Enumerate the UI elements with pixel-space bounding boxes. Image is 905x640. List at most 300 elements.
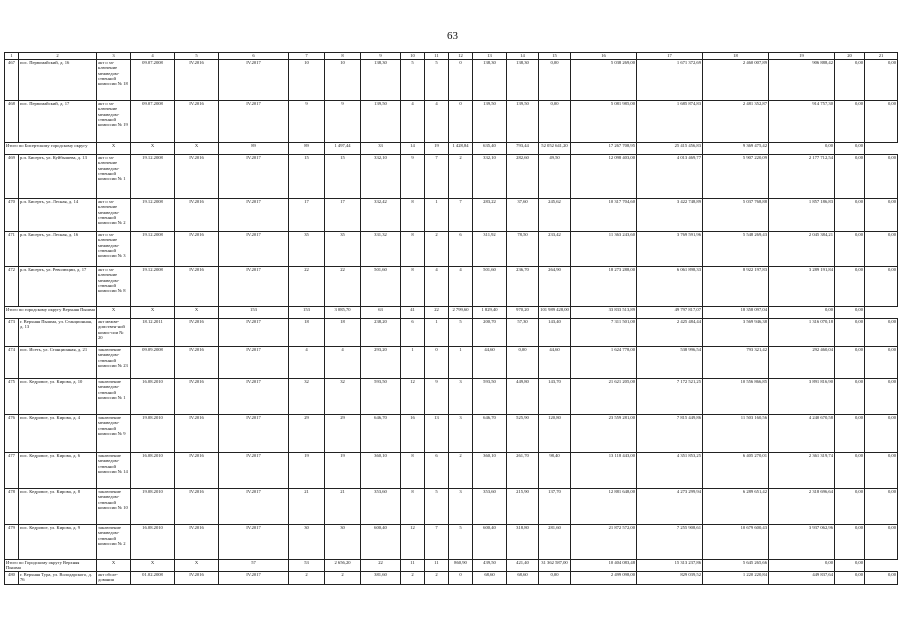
table-cell: 3 085,70 [325,307,361,319]
table-row [5,267,898,307]
table-cell: 5 645 265,66 [703,560,769,572]
table-cell: 7 [449,199,473,232]
table-cell: г. Верхняя Пышма, ул. Станционная, д. 13 [19,319,97,347]
table-cell: 5 [449,319,473,347]
table-cell: 139,50 [473,101,507,143]
table-cell: 2 [425,232,449,267]
subtotal-label: Итого по городскому округу Верхняя Пышма [5,307,97,319]
table-cell: 7 255 908,61 [637,525,703,560]
table-cell: 19.08.2010 [131,489,175,525]
table-cell: 829 039,52 [637,572,703,585]
table-cell: IV.2017 [219,525,289,560]
table-row [5,101,898,143]
table-cell: акт о за-ключение межведом-ственной комиссии № 1 [97,155,131,199]
table-cell: 261,70 [507,453,539,489]
table-cell: 18 [325,319,361,347]
table-cell: 11 [425,560,449,572]
table-row [5,232,898,267]
table-cell: 1 220 220,84 [703,572,769,585]
table-cell: IV.2017 [219,232,289,267]
column-number-header: 10 [401,53,425,60]
table-cell: 11 503 160,56 [703,415,769,453]
table-cell: 0,00 [539,60,571,101]
table-cell: 0,00 [835,101,865,143]
table-cell: 793 321,42 [703,347,769,379]
table-cell: 0,00 [835,379,865,415]
table-cell: 17 [289,199,325,232]
table-row [5,199,898,232]
table-cell: акт обсле-дования [97,572,131,585]
table-cell: 2 481 352,87 [703,101,769,143]
table-cell: 15 [325,155,361,199]
table-cell: 2 045 384,21 [769,232,835,267]
subtotal-label: Итого по Городскому округу Верхняя Пышма [5,560,97,572]
table-cell: 1 624 778,00 [571,347,637,379]
table-cell: 0 [449,60,473,101]
subtotal-row [5,143,898,155]
table-cell: 501,60 [361,267,401,307]
table-cell: 9 [425,379,449,415]
table-cell: 5 [425,60,449,101]
table-cell: 1 316 070,18 [769,319,835,347]
table-cell: 22 [425,307,449,319]
table-cell: 0,00 [835,525,865,560]
table-cell: 0,00 [865,199,898,232]
table-cell: 89 [219,143,289,155]
table-cell: 16.08.2010 [131,453,175,489]
table-cell: 906 888,42 [769,60,835,101]
table-cell: г. Верхняя Тура, ул. Володарского, д. 76 [19,572,97,585]
table-cell: 1 [425,199,449,232]
table-cell: 44,60 [473,347,507,379]
table-cell: IV.2016 [175,267,219,307]
table-cell: 16 [401,415,425,453]
table-cell: 0,00 [835,60,865,101]
table-cell: акт о за-ключение межведом-ственной комиссии № 2 [97,199,131,232]
table-cell: 17 267 708,95 [571,143,637,155]
table-cell: 44,60 [539,347,571,379]
table-cell: IV.2016 [175,347,219,379]
table-cell: 0,00 [865,453,898,489]
table-cell: 477 [5,453,19,489]
table-cell: 4 [325,347,361,379]
table-cell: 01.02.2008 [131,572,175,585]
table-cell: 2 [425,572,449,585]
table-cell: пос. Исеть, ул. Станционная, д. 21 [19,347,97,379]
table-cell: 2 [449,453,473,489]
table-cell: 8 922 197,83 [703,267,769,307]
table-cell: 13 118 443,00 [571,453,637,489]
table-cell: 3 422 748,89 [637,199,703,232]
table-cell: 2 177 712,54 [769,155,835,199]
table-cell: 09.07.2008 [131,101,175,143]
table-cell: 1 [425,319,449,347]
table-cell: 2 799,60 [449,307,473,319]
table-cell: р.п. Бисерть, ул. Куйбышева, д. 13 [19,155,97,199]
table-cell: 3 937 062,96 [769,525,835,560]
table-cell: 32 [289,379,325,415]
table-cell: 30 [289,525,325,560]
subtotal-label: Итого по Бисертскому городскому округу [5,143,97,155]
table-cell: X [175,560,219,572]
table-cell: пос. Кедровое, ул. Кирова, д. 8 [19,489,97,525]
table-cell: IV.2016 [175,60,219,101]
table-cell: заключение межведом-ственной комиссии № 23 [97,347,131,379]
table-cell: 10 [325,60,361,101]
table-cell: 264,90 [539,267,571,307]
table-cell: 29 [289,415,325,453]
table-cell: 1 [449,347,473,379]
table-cell: 89 [289,143,325,155]
table-cell: 1 685 874,83 [637,101,703,143]
table-cell: IV.2016 [175,572,219,585]
table-cell: 0,00 [865,525,898,560]
table-cell: 4 013 469,77 [637,155,703,199]
table-cell: 6 289 651,42 [703,489,769,525]
table-cell: X [131,143,175,155]
table-cell: 449,80 [507,379,539,415]
table-cell: 12 098 403,00 [571,155,637,199]
table-cell: 5 081 985,00 [571,101,637,143]
table-cell: 0,00 [835,155,865,199]
table-cell: 9 [401,155,425,199]
table-row [5,60,898,101]
table-cell: 139,50 [507,101,539,143]
table-cell: 4 [289,347,325,379]
table-cell: IV.2017 [219,60,289,101]
column-number-header: 17 [637,53,703,60]
table-cell: 2 361 319,74 [769,453,835,489]
column-number-header: 12 [449,53,473,60]
table-cell: 1 [401,347,425,379]
table-cell: 215,90 [507,489,539,525]
table-cell: 331,32 [361,232,401,267]
table-cell: 293,20 [361,347,401,379]
column-number-header: 20 [835,53,865,60]
table-cell: 5 [425,489,449,525]
table-cell: 19.08.2010 [131,415,175,453]
table-cell: 473 [5,319,19,347]
table-cell: IV.2016 [175,155,219,199]
table-cell: 37,60 [507,199,539,232]
table-cell: 7 815 449,86 [637,415,703,453]
table-cell: IV.2017 [219,415,289,453]
table-row [5,379,898,415]
table-cell: 2 [325,572,361,585]
table-cell: 449 837,64 [769,572,835,585]
table-cell: 63 [361,307,401,319]
table-cell: 332,42 [361,199,401,232]
table-cell: пос. Кедровое, ул. Кирова, д. 4 [19,415,97,453]
table-cell: 11 363 243,60 [571,232,637,267]
table-cell: IV.2017 [219,101,289,143]
table-cell: 138,30 [361,60,401,101]
table-cell: 2 656,20 [325,560,361,572]
table-cell: 600,40 [473,525,507,560]
table-cell: 5 [401,60,425,101]
table-cell: 0,00 [865,60,898,101]
table-cell: 35 [289,232,325,267]
table-row [5,347,898,379]
table-cell: 30 [325,525,361,560]
table-cell: 4 240 670,58 [769,415,835,453]
table-cell: заключение межведом-ственной комиссии № 10 [97,489,131,525]
table-cell: IV.2016 [175,489,219,525]
table-cell: 52 052 641,20 [539,143,571,155]
table-cell: акт межве-домствен-ной комис-сии № 20 [97,319,131,347]
table-cell: 1 671 372,69 [637,60,703,101]
table-cell: 332,10 [473,155,507,199]
table-cell: 0,00 [865,489,898,525]
table-cell: IV.2017 [219,319,289,347]
housing-table [4,52,898,585]
page-number: 63 [447,30,458,42]
table-cell: 0,00 [835,267,865,307]
table-cell: 57 [219,560,289,572]
column-number-row [5,53,898,60]
table-cell: 8 [401,453,425,489]
table-cell: 41 [401,307,425,319]
table-cell: IV.2016 [175,101,219,143]
table-cell: 153 [219,307,289,319]
table-cell: 0,00 [865,347,898,379]
table-cell: акт о за-ключение межведом-ственной комиссии № 19 [97,101,131,143]
table-cell: 23 559 281,00 [571,415,637,453]
table-cell: 19.12.2008 [131,267,175,307]
table-cell: 470 [5,199,19,232]
table-cell: 6 [401,319,425,347]
table-cell: 10 317 704,60 [571,199,637,232]
table-cell: 0,00 [865,415,898,453]
table-cell: 8 [401,232,425,267]
table-cell: 439,50 [473,560,507,572]
table-cell: 2 460 007,89 [703,60,769,101]
table-cell: 0,00 [835,199,865,232]
table-cell: X [131,307,175,319]
table-cell: 0,00 [865,572,898,585]
table-cell: 35 [325,232,361,267]
column-number-header: 5 [175,53,219,60]
table-cell: 22 [361,560,401,572]
table-cell: 15 [289,155,325,199]
table-cell: 480 [5,572,19,585]
table-cell: 3 891 816,90 [769,379,835,415]
column-number-header: 11 [425,53,449,60]
table-cell: X [97,143,131,155]
table-cell: 101 989 428,00 [539,307,571,319]
table-cell: заключение межведом-ственной комиссии № 14 [97,453,131,489]
column-number-header: 16 [571,53,637,60]
table-cell: 353,60 [473,489,507,525]
table-cell: 9 [289,101,325,143]
subtotal-row [5,560,898,572]
table-cell: IV.2017 [219,267,289,307]
table-cell: 49,50 [539,155,571,199]
table-cell: 1 497,44 [325,143,361,155]
table-cell: 0,00 [835,143,865,155]
table-cell: 0,00 [835,307,865,319]
table-cell: 3 289 191,84 [769,267,835,307]
column-number-header: 13 [473,53,507,60]
table-cell: X [131,560,175,572]
table-cell: 283,22 [473,199,507,232]
table-cell: 318,80 [507,525,539,560]
table-cell: пос. Первомайский, д. 17 [19,101,97,143]
table-cell: 14 [401,143,425,155]
table-cell: 5 907 220,09 [703,155,769,199]
table-cell: 10 [289,60,325,101]
table-cell: 4 [425,267,449,307]
table-cell: 3 569 946,38 [703,319,769,347]
table-cell: 0 [425,347,449,379]
table-cell: 3 [449,379,473,415]
table-cell: 467 [5,60,19,101]
table-cell: 600,40 [361,525,401,560]
table-cell: 153 [289,307,325,319]
table-cell: X [175,143,219,155]
table-row [5,489,898,525]
column-number-header: 19 [769,53,835,60]
table-cell: 0,00 [769,143,835,155]
table-cell: 138,30 [473,60,507,101]
table-cell: 353,60 [361,489,401,525]
table-cell: 21 621 205,00 [571,379,637,415]
table-cell: 970,20 [507,307,539,319]
table-cell: 0,00 [835,572,865,585]
table-cell: 4 273 299,94 [637,489,703,525]
table-cell: 2 425 484,44 [637,319,703,347]
table-cell: 18 358 097,04 [703,307,769,319]
table-cell: 10 679 600,43 [703,525,769,560]
table-cell: р.п. Бисерть, ул. Лесная, д. 14 [19,199,97,232]
column-number-header: 9 [361,53,401,60]
table-cell: IV.2016 [175,379,219,415]
table-cell: р.п. Бисерть, ул. Лесная, д. 16 [19,232,97,267]
table-cell: IV.2017 [219,347,289,379]
table-cell: IV.2017 [219,199,289,232]
table-cell: 538 996,54 [637,347,703,379]
table-cell: X [97,560,131,572]
table-cell: пос. Первомайский, д. 16 [19,60,97,101]
table-cell: 1 829,40 [473,307,507,319]
table-cell: 245,62 [539,199,571,232]
table-cell: 478 [5,489,19,525]
table-cell: 471 [5,232,19,267]
table-cell: IV.2017 [219,572,289,585]
table-cell: 860,90 [449,560,473,572]
table-cell: 0,00 [835,319,865,347]
table-cell: 0 [449,572,473,585]
table-cell: 3 [449,489,473,525]
table-cell: 0 [449,101,473,143]
table-cell: 311,92 [473,232,507,267]
table-cell: 18 [289,319,325,347]
column-number-header: 6 [219,53,289,60]
table-cell: 0,00 [769,560,835,572]
table-cell: 793,44 [507,143,539,155]
table-cell: IV.2016 [175,453,219,489]
table-cell: 7 311 501,00 [571,319,637,347]
table-cell: 9 369 475,42 [703,143,769,155]
table-row [5,155,898,199]
table-cell: 143,70 [539,379,571,415]
table-cell: 0,00 [865,267,898,307]
table-cell: 16.08.2010 [131,525,175,560]
table-cell: 22 [289,267,325,307]
table-cell: 21 [289,489,325,525]
table-cell: 233,42 [539,232,571,267]
table-row [5,453,898,489]
table-cell: 501,60 [473,267,507,307]
table-cell: 137,70 [539,489,571,525]
table-cell: 19 [289,453,325,489]
table-cell: 7 [425,525,449,560]
table-cell: 635,40 [473,143,507,155]
table-cell: 98,40 [539,453,571,489]
table-cell: 360,10 [473,453,507,489]
table-cell: 15 313 237,86 [637,560,703,572]
table-cell: 0,00 [835,560,865,572]
table-cell: 29 [325,415,361,453]
table-cell: 120,80 [539,415,571,453]
table-cell: 19 [425,143,449,155]
table-cell: 474 [5,347,19,379]
table-cell: р.п. Бисерть, ул. Революции, д. 17 [19,267,97,307]
table-cell: 68,60 [507,572,539,585]
table-cell: IV.2016 [175,415,219,453]
table-cell: 25 415 456,83 [637,143,703,155]
table-cell: X [97,307,131,319]
table-cell: 5 037 768,88 [703,199,769,232]
table-cell: 0,00 [539,572,571,585]
table-cell: 78,50 [507,232,539,267]
table-cell: 2 [289,572,325,585]
table-cell: 0,00 [507,347,539,379]
table-cell: 476 [5,415,19,453]
table-cell: 0,00 [865,101,898,143]
table-cell: 5 [449,525,473,560]
table-cell: 468 [5,101,19,143]
table-cell: IV.2017 [219,489,289,525]
table-cell: 200,70 [473,319,507,347]
table-cell: 646,70 [473,415,507,453]
table-cell: 360,10 [361,453,401,489]
table-cell: IV.2016 [175,319,219,347]
table-cell: 10 404 083,48 [571,560,637,572]
table-cell: 0,00 [865,319,898,347]
table-cell: 12 881 648,00 [571,489,637,525]
column-number-header: 2 [19,53,97,60]
table-cell: 12 [401,525,425,560]
table-cell: 09.07.2008 [131,60,175,101]
table-cell: 472 [5,267,19,307]
table-cell: 8 [401,267,425,307]
table-cell: 6 061 898,33 [637,267,703,307]
table-cell: 4 351 853,25 [637,453,703,489]
subtotal-row [5,307,898,319]
table-cell: 0,00 [835,453,865,489]
table-cell: 1 857 186,83 [769,199,835,232]
table-cell: 0,00 [769,307,835,319]
table-cell: 381,60 [361,572,401,585]
table-cell: заключение межведом-ственной комиссии № 1 [97,379,131,415]
table-cell: 0,00 [835,347,865,379]
table-cell: 0,00 [835,232,865,267]
table-cell: IV.2016 [175,232,219,267]
table-cell: 6 [425,453,449,489]
table-cell: 475 [5,379,19,415]
table-cell: 139,50 [361,101,401,143]
